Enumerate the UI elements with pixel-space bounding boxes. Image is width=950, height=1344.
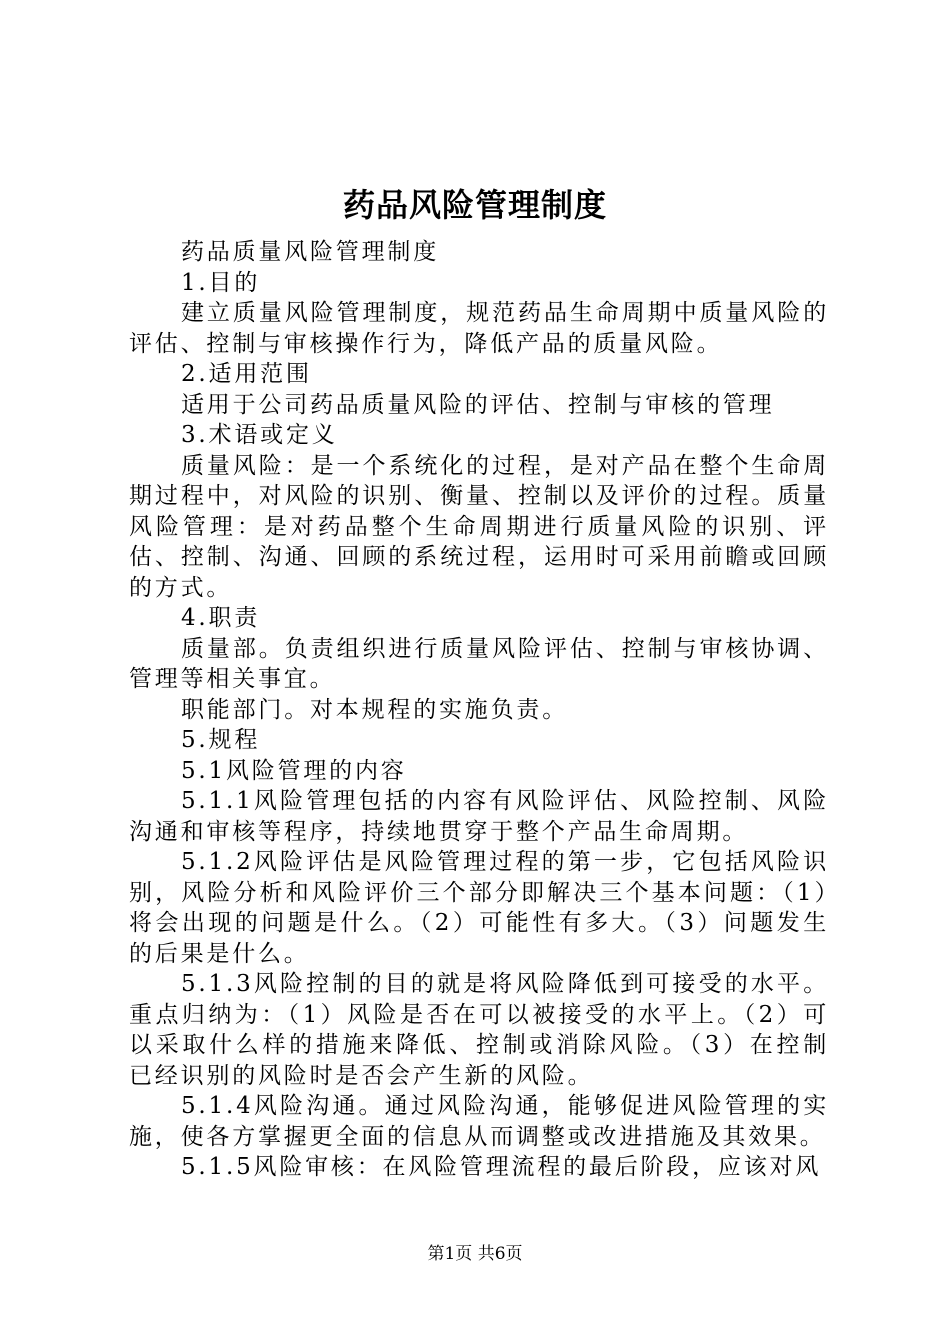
paragraph: 适用于公司药品质量风险的评估、控制与审核的管理 [181,391,775,418]
section-heading: 4.职责 [181,605,261,631]
paragraph: 5.1.3风险控制的目的就是将风险降低到可接受的水平。重点归纳为：（1）风险是否在可以被接受的水平上。（2）可以采取什么样的措施来降低、控制或消除风险。（3）在控制已经识别的风险时是否会产生新的风险。 [129,971,829,1089]
paragraph: 质量风险：是一个系统化的过程，是对产品在整个生命周期过程中，对风险的识别、衡量、控制以及评价的过程。质量风险管理：是对药品整个生命周期进行质量风险的识别、评估、控制、沟通、回顾的系统过程，运用时可采用前瞻或回顾的方式。 [129,452,829,601]
section-heading: 1.目的 [181,269,261,296]
document-body [129,237,829,1183]
section-heading: 3.术语或定义 [181,422,338,448]
paragraph: 建立质量风险管理制度，规范药品生命周期中质量风险的评估、控制与审核操作行为，降低产品的质量风险。 [129,300,829,357]
document-title: 药品风险管理制度 [342,186,607,224]
subsection-heading: 5.1风险管理的内容 [181,757,407,784]
paragraph: 职能部门。对本规程的实施负责。 [181,696,568,723]
paragraph: 5.1.4风险沟通。通过风险沟通，能够促进风险管理的实施，使各方掌握更全面的信息从而调整或改进措施及其效果。 [129,1093,829,1150]
paragraph: 5.1.5风险审核：在风险管理流程的最后阶段，应该对风 [181,1154,822,1180]
section-heading: 5.规程 [181,727,261,753]
paragraph: 药品质量风险管理制度 [181,239,439,265]
section-heading: 2.适用范围 [181,361,312,387]
paragraph: 质量部。负责组织进行质量风险评估、控制与审核协调、管理等相关事宜。 [129,635,829,692]
paragraph: 5.1.1风险管理包括的内容有风险评估、风险控制、风险沟通和审核等程序，持续地贯穿于整个产品生命周期。 [129,788,829,845]
page-footer: 第1页 共6页 [427,1244,523,1264]
paragraph: 5.1.2风险评估是风险管理过程的第一步，它包括风险识别，风险分析和风险评价三个部分即解决三个基本问题：（1）将会出现的问题是什么。（2）可能性有多大。（3）问题发生的后果是什么。 [129,849,829,967]
